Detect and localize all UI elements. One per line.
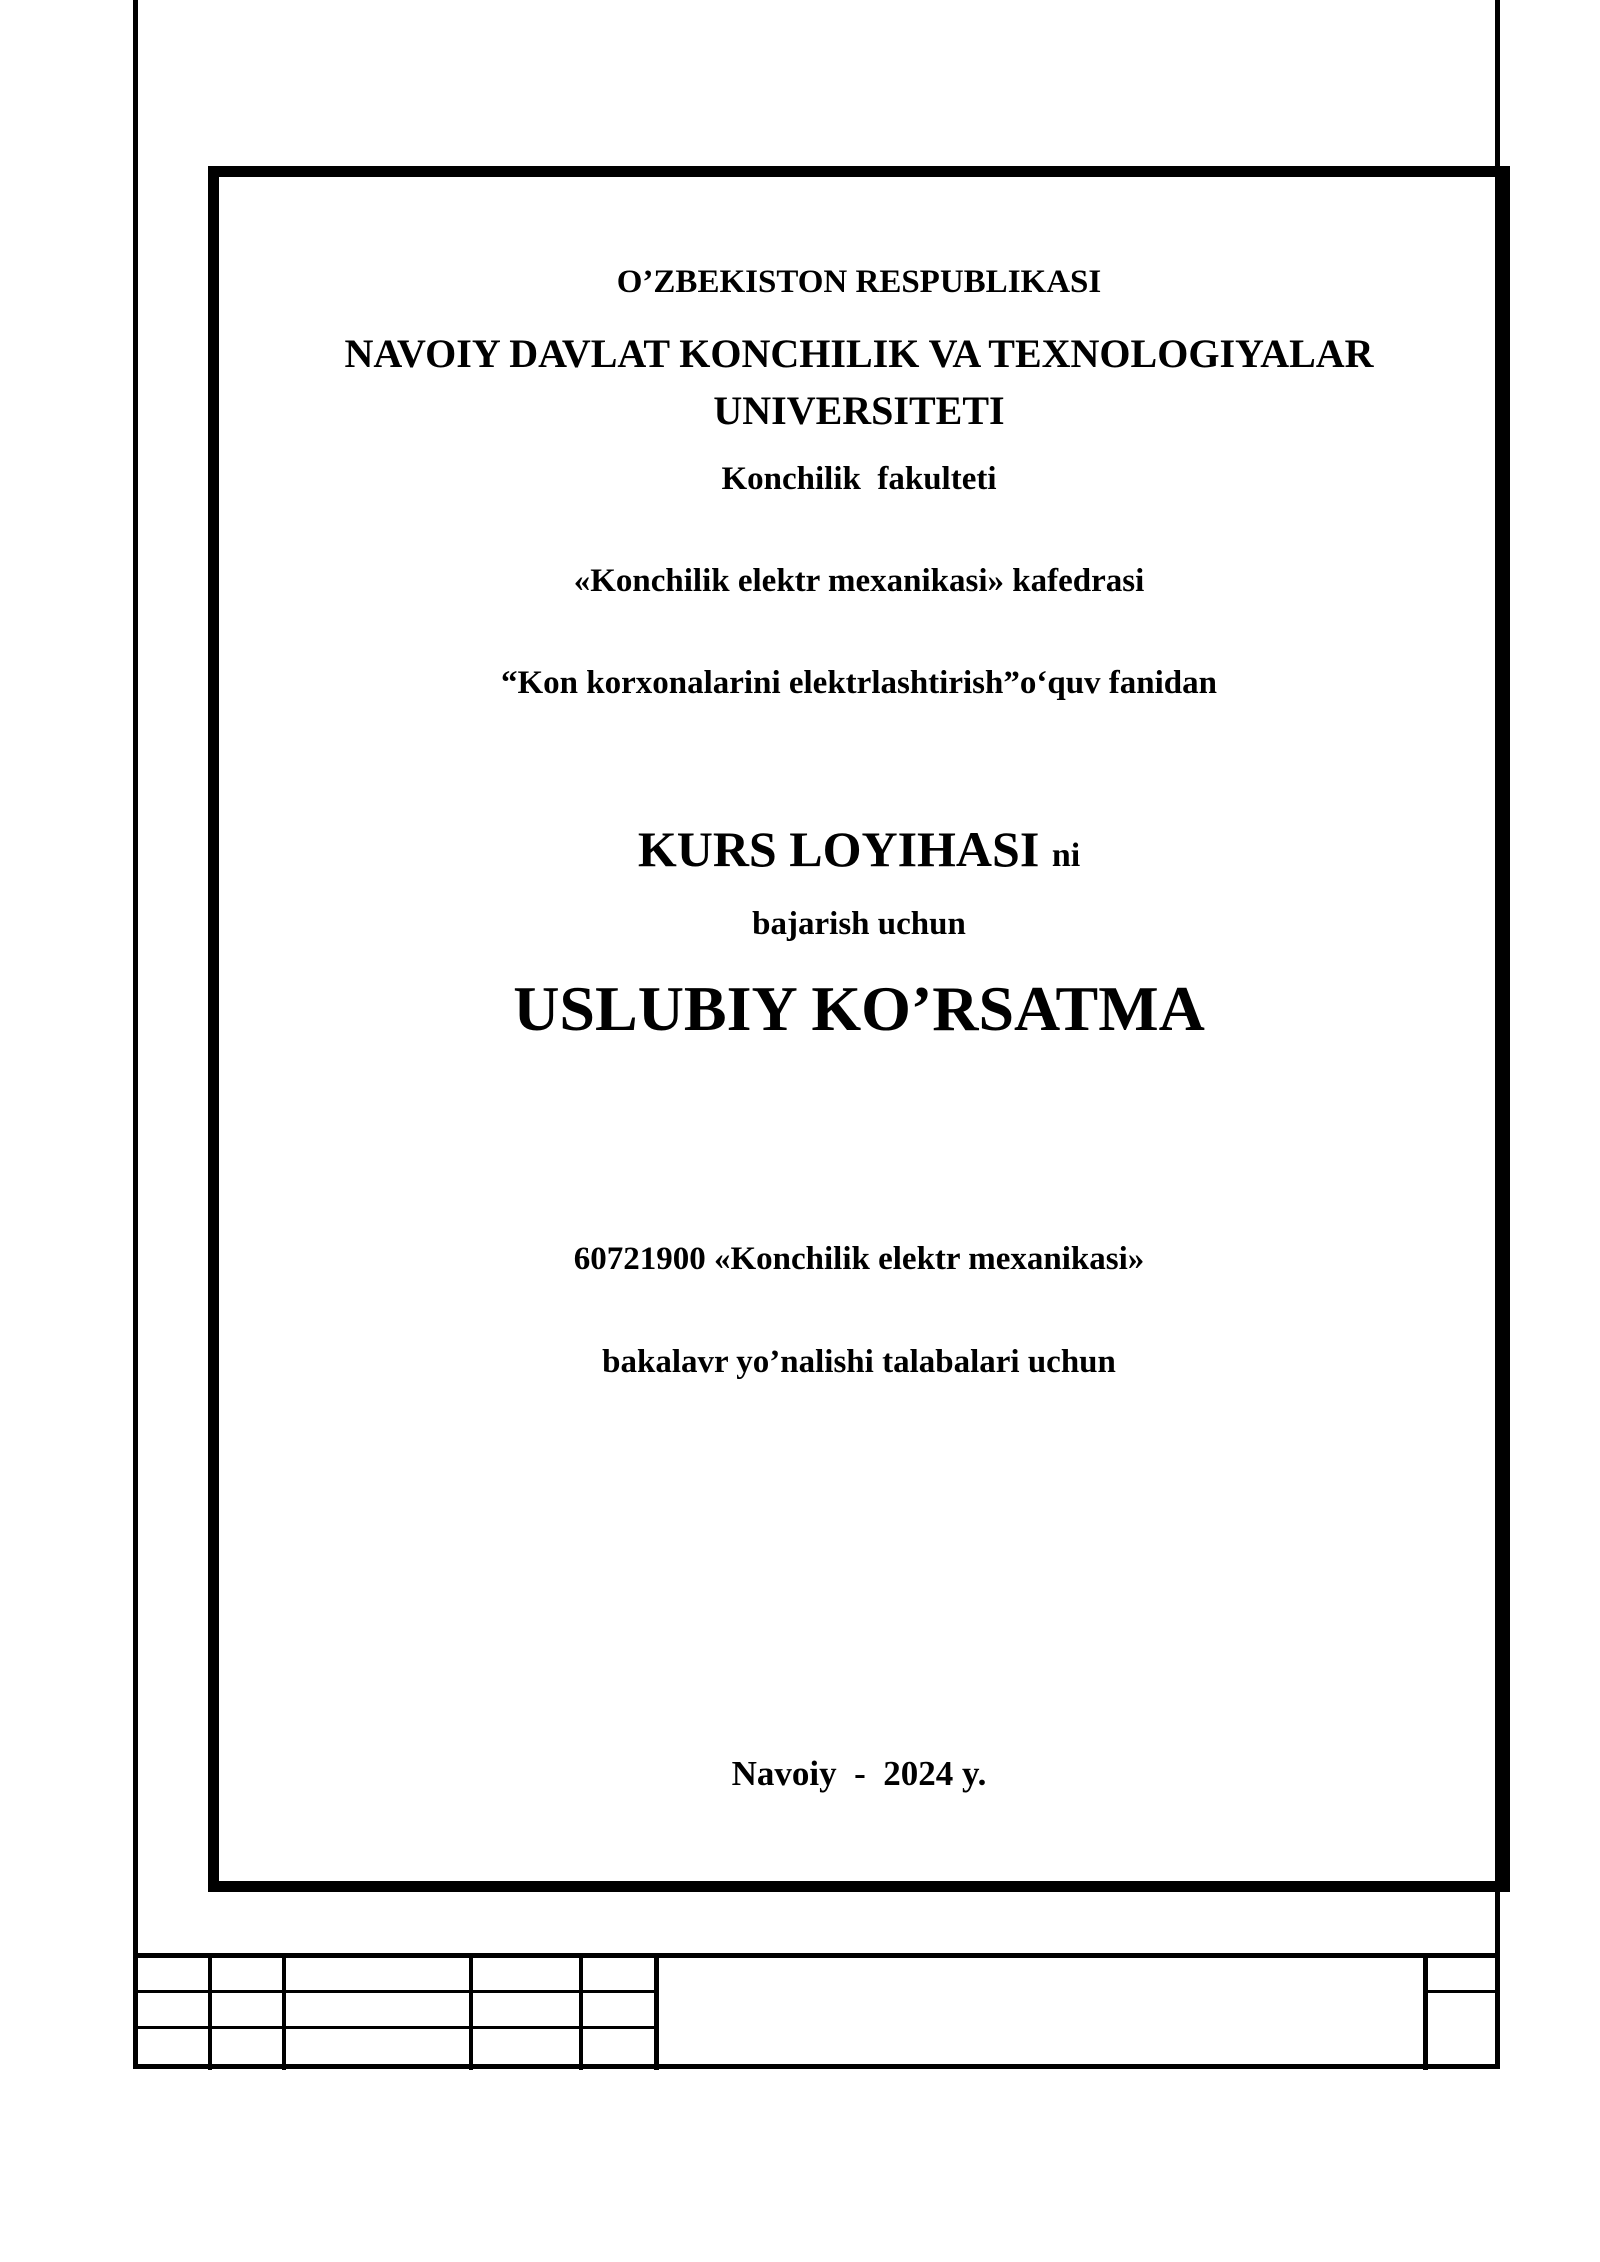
- place-and-year: Navoiy - 2024 y.: [731, 1754, 987, 1793]
- document-title: USLUBIY KO’RSATMA: [513, 973, 1205, 1044]
- work-type-heading: [219, 821, 1499, 877]
- work-type-suffix: ni: [1051, 837, 1081, 874]
- department-name: «Konchilik elektr mexanikasi» kafedrasi: [573, 563, 1145, 599]
- university-name-line-2: UNIVERSITETI: [713, 388, 1005, 433]
- program-code: 60721900 «Konchilik elektr mexanikasi»: [573, 1241, 1145, 1277]
- subject-name: “Kon korxonalarini elektrlashtirish”o‘quv fanidan: [500, 665, 1218, 701]
- university-name-line-1: NAVOIY DAVLAT KONCHILIK VA TEXNOLOGIYALAR: [344, 331, 1374, 376]
- country-name: O’ZBEKISTON RESPUBLIKASI: [616, 264, 1102, 300]
- faculty-name: Konchilik fakulteti: [721, 461, 997, 497]
- purpose-text: bajarish uchun: [752, 906, 966, 942]
- work-type: KURS LOYIHASI: [637, 821, 1040, 877]
- audience-text: bakalavr yo’nalishi talabalari uchun: [602, 1344, 1116, 1380]
